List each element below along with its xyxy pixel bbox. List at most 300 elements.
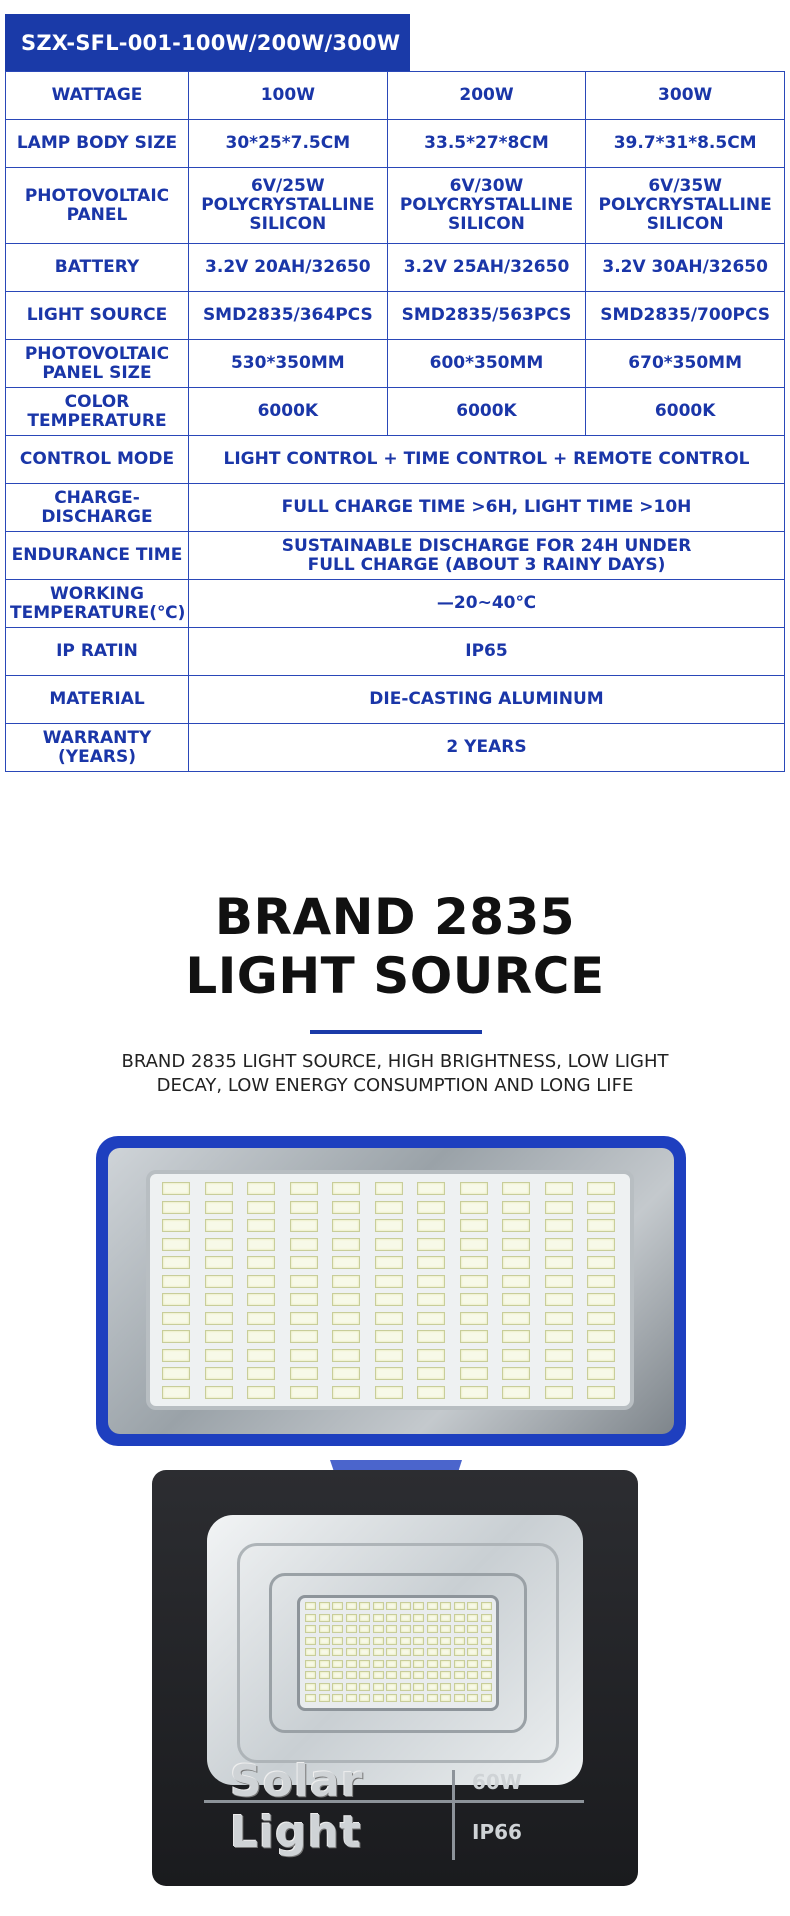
spec-label: BATTERY [6, 244, 189, 292]
led-chip-icon [400, 1694, 411, 1702]
led-chip-icon [502, 1312, 530, 1325]
led-chip-icon [375, 1349, 403, 1362]
led-chip-icon [545, 1238, 573, 1251]
led-chip-icon [502, 1256, 530, 1269]
led-chip-icon [587, 1330, 615, 1343]
led-chip-icon [162, 1367, 190, 1380]
led-chip-icon [587, 1256, 615, 1269]
led-chip-icon [359, 1648, 370, 1656]
led-chip-icon [332, 1312, 360, 1325]
led-chip-icon [454, 1625, 465, 1633]
led-chip-icon [460, 1312, 488, 1325]
led-chip-icon [290, 1349, 318, 1362]
led-chip-icon [545, 1367, 573, 1380]
led-chip-icon [587, 1293, 615, 1306]
led-chip-icon [545, 1275, 573, 1288]
led-chip-icon [440, 1671, 451, 1679]
led-chip-icon [332, 1671, 343, 1679]
spec-value: 39.7*31*8.5CM [586, 120, 785, 168]
led-chip-icon [454, 1694, 465, 1702]
section-title: BRAND 2835 LIGHT SOURCE [185, 888, 605, 1005]
spec-value: SMD2835/364PCS [189, 292, 388, 340]
led-chip-icon [417, 1275, 445, 1288]
led-chip-icon [413, 1660, 424, 1668]
led-chip-icon [386, 1694, 397, 1702]
led-chip-icon [427, 1648, 438, 1656]
led-chip-icon [205, 1293, 233, 1306]
led-chip-icon [332, 1648, 343, 1656]
model-title-tab [5, 14, 410, 71]
led-chip-icon [359, 1694, 370, 1702]
led-chip-icon [460, 1201, 488, 1214]
led-chip-icon [587, 1349, 615, 1362]
led-chip-icon [417, 1330, 445, 1343]
led-chip-icon [332, 1614, 343, 1622]
led-chip-icon [290, 1386, 318, 1399]
led-chip-icon [332, 1683, 343, 1691]
spec-label: COLOR TEMPERATURE [6, 388, 189, 436]
spec-row [6, 120, 785, 168]
led-chip-icon [346, 1614, 357, 1622]
led-chip-icon [375, 1275, 403, 1288]
led-chip-icon [346, 1683, 357, 1691]
led-chip-icon [400, 1625, 411, 1633]
spec-value: SMD2835/700PCS [586, 292, 785, 340]
led-chip-icon [460, 1293, 488, 1306]
product-label: Solar Light [230, 1756, 364, 1858]
led-chip-icon [400, 1660, 411, 1668]
led-chip-icon [375, 1238, 403, 1251]
led-chip-icon [587, 1275, 615, 1288]
led-chip-icon [290, 1201, 318, 1214]
led-chip-icon [386, 1683, 397, 1691]
led-chip-icon [460, 1367, 488, 1380]
led-chip-icon [460, 1238, 488, 1251]
product-wattage: 60W [472, 1770, 522, 1794]
led-chip-icon [375, 1367, 403, 1380]
led-chip-icon [386, 1614, 397, 1622]
led-chip-icon [373, 1683, 384, 1691]
spec-value: 3.2V 25AH/32650 [387, 244, 586, 292]
reflector-panel [207, 1515, 583, 1785]
led-chip-icon [375, 1256, 403, 1269]
led-chip-icon [386, 1625, 397, 1633]
led-chip-icon [417, 1201, 445, 1214]
led-chip-icon [290, 1275, 318, 1288]
title-underline [310, 1030, 482, 1034]
led-chip-icon [427, 1694, 438, 1702]
spec-row [6, 292, 785, 340]
spec-label: MATERIAL [6, 676, 189, 724]
led-chip-icon [346, 1625, 357, 1633]
led-chip-icon [332, 1256, 360, 1269]
spec-table [5, 71, 785, 772]
led-chip-icon [413, 1694, 424, 1702]
spec-value: 3.2V 30AH/32650 [586, 244, 785, 292]
led-chip-icon [587, 1367, 615, 1380]
led-chip-icon [373, 1660, 384, 1668]
led-chip-icon [319, 1671, 330, 1679]
led-chip-icon [247, 1349, 275, 1362]
led-chip-icon [467, 1648, 478, 1656]
spec-value: 530*350MM [189, 340, 388, 388]
led-chip-icon [467, 1602, 478, 1610]
led-chip-icon [587, 1219, 615, 1232]
led-chip-icon [247, 1238, 275, 1251]
led-chip-icon [332, 1660, 343, 1668]
led-chip-icon [440, 1637, 451, 1645]
led-chip-icon [502, 1201, 530, 1214]
led-chip-icon [545, 1182, 573, 1195]
led-chip-icon [502, 1275, 530, 1288]
led-chip-icon [375, 1330, 403, 1343]
spec-value: 6V/30W POLYCRYSTALLINE SILICON [387, 168, 586, 244]
led-chip-icon [481, 1694, 492, 1702]
led-chip-icon [481, 1625, 492, 1633]
led-chip-icon [332, 1330, 360, 1343]
led-chip-icon [346, 1648, 357, 1656]
led-chip-icon [375, 1312, 403, 1325]
led-chip-icon [205, 1182, 233, 1195]
led-closeup-image [108, 1148, 674, 1434]
led-chip-icon [454, 1602, 465, 1610]
led-chip-icon [481, 1660, 492, 1668]
spec-label: WARRANTY (YEARS) [6, 724, 189, 772]
led-chip-icon [332, 1625, 343, 1633]
led-chip-icon [454, 1614, 465, 1622]
led-chip-icon [332, 1694, 343, 1702]
led-chip-icon [290, 1238, 318, 1251]
led-chip-icon [417, 1219, 445, 1232]
led-chip-icon [205, 1367, 233, 1380]
led-chip-icon [332, 1367, 360, 1380]
spec-value: 6V/25W POLYCRYSTALLINE SILICON [189, 168, 388, 244]
led-chip-icon [440, 1660, 451, 1668]
led-chip-icon [413, 1614, 424, 1622]
led-chip-icon [545, 1201, 573, 1214]
led-chip-icon [162, 1201, 190, 1214]
led-chip-icon [375, 1293, 403, 1306]
led-chip-icon [247, 1201, 275, 1214]
led-chip-icon [587, 1386, 615, 1399]
spec-label: IP RATIN [6, 628, 189, 676]
led-chip-icon [427, 1637, 438, 1645]
led-chip-icon [427, 1625, 438, 1633]
led-chip-icon [205, 1256, 233, 1269]
led-chip-icon [386, 1637, 397, 1645]
led-chip-icon [417, 1256, 445, 1269]
led-chip-icon [386, 1602, 397, 1610]
led-chip-icon [587, 1201, 615, 1214]
led-chip-icon [481, 1648, 492, 1656]
led-chip-icon [467, 1683, 478, 1691]
led-chip-icon [545, 1349, 573, 1362]
spec-value: DIE-CASTING ALUMINUM [189, 676, 785, 724]
led-chip-icon [247, 1256, 275, 1269]
spec-row [6, 628, 785, 676]
led-chip-icon [305, 1660, 316, 1668]
led-chip-icon [427, 1683, 438, 1691]
model-title: SZX-SFL-001-100W/200W/300W [21, 30, 401, 55]
led-chip-icon [386, 1671, 397, 1679]
led-chip-icon [417, 1312, 445, 1325]
led-chip-icon [413, 1602, 424, 1610]
led-chip-icon [319, 1637, 330, 1645]
led-chip-icon [346, 1602, 357, 1610]
led-chip-icon [427, 1660, 438, 1668]
led-chip-icon [359, 1683, 370, 1691]
led-chip-icon [481, 1671, 492, 1679]
led-chip-icon [305, 1683, 316, 1691]
spec-value: 2 YEARS [189, 724, 785, 772]
led-chip-icon [305, 1671, 316, 1679]
led-chip-icon [305, 1648, 316, 1656]
led-chip-icon [454, 1671, 465, 1679]
spec-row [6, 388, 785, 436]
spec-value: 300W [586, 72, 785, 120]
spec-row [6, 72, 785, 120]
led-chip-icon [417, 1238, 445, 1251]
spec-value: 6000K [387, 388, 586, 436]
led-chip-icon [467, 1660, 478, 1668]
spec-value: 3.2V 20AH/32650 [189, 244, 388, 292]
led-chip-icon [346, 1694, 357, 1702]
led-chip-icon [460, 1330, 488, 1343]
led-chip-icon [454, 1660, 465, 1668]
led-chip-icon [467, 1671, 478, 1679]
led-chip-icon [359, 1614, 370, 1622]
led-chip-icon [162, 1219, 190, 1232]
led-chip-icon [502, 1293, 530, 1306]
led-chip-icon [373, 1671, 384, 1679]
led-chip-icon [502, 1367, 530, 1380]
led-chip-icon [346, 1637, 357, 1645]
led-chip-icon [319, 1648, 330, 1656]
spec-value: SMD2835/563PCS [387, 292, 586, 340]
led-chip-icon [502, 1182, 530, 1195]
led-chip-icon [440, 1694, 451, 1702]
led-chip-icon [205, 1219, 233, 1232]
led-chip-icon [440, 1602, 451, 1610]
led-chip-icon [332, 1386, 360, 1399]
spec-label: CONTROL MODE [6, 436, 189, 484]
spec-label: PHOTOVOLTAIC PANEL SIZE [6, 340, 189, 388]
spec-value: 600*350MM [387, 340, 586, 388]
led-chip-icon [417, 1182, 445, 1195]
led-chip-icon [545, 1293, 573, 1306]
led-chip-icon [332, 1238, 360, 1251]
led-chip-icon [319, 1694, 330, 1702]
led-chip-icon [460, 1386, 488, 1399]
led-chip-icon [502, 1349, 530, 1362]
section-description: BRAND 2835 LIGHT SOURCE, HIGH BRIGHTNESS, LOW LIGHT DECAY, LOW ENERGY CONSUMPTION AND LONG LIFE [121, 1051, 669, 1096]
led-chip-icon [427, 1671, 438, 1679]
led-chip-icon [454, 1683, 465, 1691]
led-chip-icon [346, 1660, 357, 1668]
led-chip-icon [373, 1614, 384, 1622]
spec-value: IP65 [189, 628, 785, 676]
led-closeup-frame [96, 1136, 686, 1446]
led-chip-icon [413, 1683, 424, 1691]
led-chip-icon [359, 1602, 370, 1610]
led-chip-icon [587, 1312, 615, 1325]
led-chip-icon [587, 1238, 615, 1251]
led-chip-icon [346, 1671, 357, 1679]
spec-value: LIGHT CONTROL + TIME CONTROL + REMOTE CONTROL [189, 436, 785, 484]
spec-value: —20~40℃ [189, 580, 785, 628]
led-chip-icon [413, 1637, 424, 1645]
led-chip-icon [400, 1671, 411, 1679]
led-chip-icon [319, 1683, 330, 1691]
led-chip-icon [481, 1602, 492, 1610]
led-chip-icon [481, 1614, 492, 1622]
led-chip-icon [502, 1386, 530, 1399]
led-chip-icon [417, 1349, 445, 1362]
led-chip-icon [467, 1614, 478, 1622]
led-chip-icon [290, 1293, 318, 1306]
led-chip-icon [290, 1219, 318, 1232]
led-chip-icon [247, 1367, 275, 1380]
led-chip-icon [373, 1637, 384, 1645]
led-chip-icon [305, 1637, 316, 1645]
led-chip-icon [413, 1648, 424, 1656]
led-chip-icon [375, 1201, 403, 1214]
led-chip-icon [460, 1182, 488, 1195]
led-chip-icon [373, 1694, 384, 1702]
spec-row [6, 676, 785, 724]
spec-label: LAMP BODY SIZE [6, 120, 189, 168]
led-chip-icon [502, 1219, 530, 1232]
spec-label: WATTAGE [6, 72, 189, 120]
led-chip-icon [400, 1602, 411, 1610]
led-chip-icon [247, 1182, 275, 1195]
led-chip-icon [305, 1614, 316, 1622]
led-chip-icon [205, 1312, 233, 1325]
spec-label: WORKING TEMPERATURE(℃) [6, 580, 189, 628]
led-chip-icon [400, 1637, 411, 1645]
spec-value: 30*25*7.5CM [189, 120, 388, 168]
led-array [146, 1170, 634, 1410]
led-chip-icon [440, 1614, 451, 1622]
solar-floodlight-image [152, 1470, 638, 1886]
led-chip-icon [332, 1275, 360, 1288]
led-chip-icon [460, 1256, 488, 1269]
led-chip-icon [545, 1256, 573, 1269]
spec-value: FULL CHARGE TIME >6H, LIGHT TIME >10H [189, 484, 785, 532]
led-chip-icon [440, 1625, 451, 1633]
led-chip-icon [205, 1330, 233, 1343]
led-chip-icon [460, 1349, 488, 1362]
led-chip-icon [400, 1648, 411, 1656]
led-chip-icon [417, 1386, 445, 1399]
led-chip-icon [460, 1275, 488, 1288]
led-chip-icon [162, 1182, 190, 1195]
led-chip-icon [162, 1256, 190, 1269]
led-chip-icon [332, 1219, 360, 1232]
led-chip-icon [305, 1602, 316, 1610]
led-chip-icon [205, 1238, 233, 1251]
led-chip-icon [400, 1683, 411, 1691]
led-chip-icon [413, 1671, 424, 1679]
led-chip-icon [373, 1602, 384, 1610]
led-chip-icon [467, 1694, 478, 1702]
spec-row [6, 484, 785, 532]
led-chip-icon [332, 1182, 360, 1195]
led-chip-icon [386, 1660, 397, 1668]
led-chip-icon [373, 1625, 384, 1633]
led-chip-icon [332, 1349, 360, 1362]
led-chip-icon [417, 1293, 445, 1306]
led-chip-icon [413, 1625, 424, 1633]
led-chip-icon [545, 1330, 573, 1343]
product-ip: IP66 [472, 1820, 522, 1844]
led-chip-icon [247, 1219, 275, 1232]
spec-row [6, 436, 785, 484]
led-chip-icon [545, 1219, 573, 1232]
led-chip-icon [247, 1386, 275, 1399]
led-chip-icon [587, 1182, 615, 1195]
led-chip-icon [247, 1312, 275, 1325]
led-chip-icon [481, 1637, 492, 1645]
led-chip-icon [417, 1367, 445, 1380]
led-chip-icon [502, 1330, 530, 1343]
led-chip-icon [290, 1330, 318, 1343]
led-chip-icon [319, 1602, 330, 1610]
led-chip-icon [332, 1293, 360, 1306]
led-chip-icon [359, 1671, 370, 1679]
led-chip-icon [427, 1602, 438, 1610]
led-chip-icon [319, 1625, 330, 1633]
led-chip-icon [440, 1648, 451, 1656]
led-chip-icon [162, 1238, 190, 1251]
led-chip-icon [481, 1683, 492, 1691]
led-chip-icon [375, 1182, 403, 1195]
spec-row [6, 168, 785, 244]
lamp-led-array [297, 1595, 499, 1711]
led-chip-icon [162, 1293, 190, 1306]
led-chip-icon [375, 1219, 403, 1232]
led-chip-icon [440, 1683, 451, 1691]
spec-value: 100W [189, 72, 388, 120]
led-chip-icon [247, 1330, 275, 1343]
led-chip-icon [460, 1219, 488, 1232]
spec-row [6, 244, 785, 292]
spec-label: ENDURANCE TIME [6, 532, 189, 580]
led-chip-icon [332, 1637, 343, 1645]
led-chip-icon [162, 1386, 190, 1399]
led-chip-icon [205, 1275, 233, 1288]
led-chip-icon [467, 1637, 478, 1645]
led-chip-icon [290, 1312, 318, 1325]
led-chip-icon [359, 1660, 370, 1668]
led-chip-icon [502, 1238, 530, 1251]
led-chip-icon [305, 1694, 316, 1702]
led-chip-icon [319, 1614, 330, 1622]
spec-label: PHOTOVOLTAIC PANEL [6, 168, 189, 244]
led-chip-icon [427, 1614, 438, 1622]
led-chip-icon [400, 1614, 411, 1622]
spec-value: 200W [387, 72, 586, 120]
led-chip-icon [454, 1637, 465, 1645]
spec-row [6, 580, 785, 628]
led-chip-icon [290, 1182, 318, 1195]
led-chip-icon [290, 1367, 318, 1380]
led-chip-icon [162, 1349, 190, 1362]
led-chip-icon [545, 1386, 573, 1399]
led-chip-icon [386, 1648, 397, 1656]
spec-value: 6000K [586, 388, 785, 436]
spec-row [6, 340, 785, 388]
